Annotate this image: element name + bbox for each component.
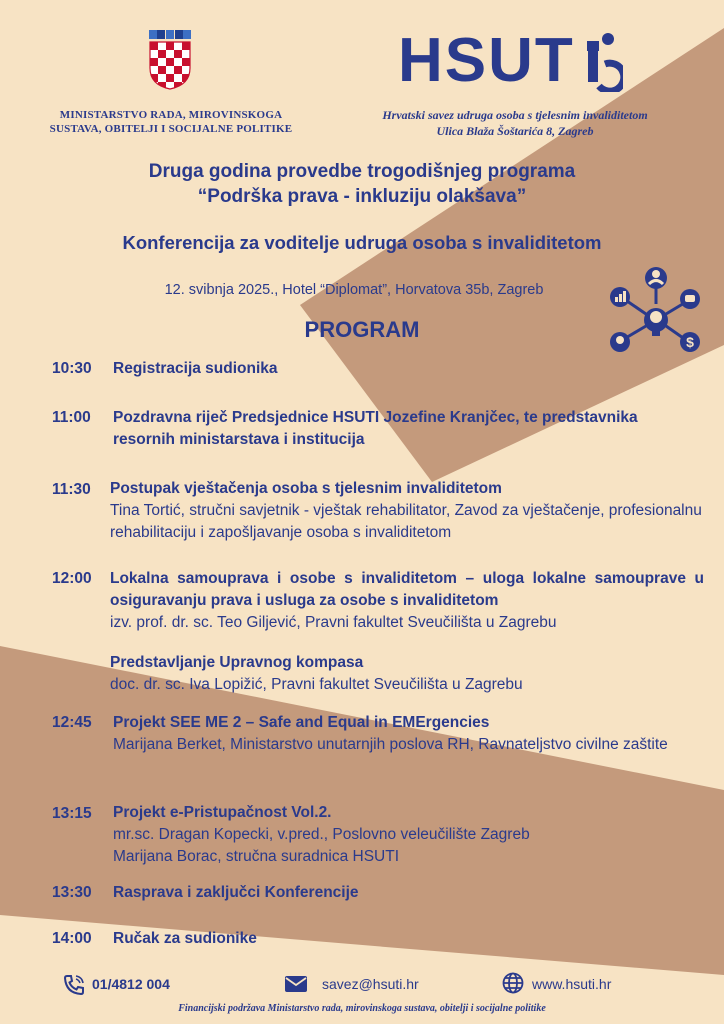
- footer-email[interactable]: savez@hsuti.hr: [322, 976, 419, 992]
- program-time: 12:00: [52, 570, 92, 587]
- conference-subtitle: Konferencija za voditelje udruga osoba s invaliditetom: [122, 232, 602, 253]
- program-item: Ručak za sudionike: [113, 930, 257, 947]
- organization-info: Hrvatski savez udruga osoba s tjelesnim invaliditetom Ulica Blaža Šoštarića 8, Zagreb: [382, 108, 648, 138]
- program-item: Registracija sudionika: [113, 360, 278, 377]
- ministry-name: MINISTARSTVO RADA, MIROVINSKOGA SUSTAVA, OBITELJI I SOCIJALNE POLITIKE: [49, 109, 293, 135]
- program-time: 13:30: [52, 884, 92, 901]
- program-item: Postupak vještačenja osoba s tjelesnim invaliditetom Tina Tortić, stručni savjetnik - vještak rehabilitator, Zavod za vještačenje, profesionalnu rehabilitaciju i zapošljavanje osoba s invaliditetom: [110, 480, 702, 541]
- hsuti-logo-figure-icon: [575, 30, 623, 92]
- program-item: Predstavljanje Upravnog kompasa doc. dr. sc. Iva Lopižić, Pravni fakultet Sveučilišta u Zagrebu: [110, 654, 523, 693]
- program-item: Projekt SEE ME 2 – Safe and Equal in EMErgencies Marijana Berket, Ministarstvo unutarnjih poslova RH, Ravnateljstvo civilne zaštite: [113, 714, 668, 753]
- svg-text:$: $: [686, 334, 694, 350]
- program-time: 10:30: [52, 360, 92, 377]
- program-time: 12:45: [52, 714, 92, 731]
- footer-website[interactable]: www.hsuti.hr: [532, 976, 612, 992]
- program-item: Projekt e-Pristupačnost Vol.2. mr.sc. Dragan Kopecki, v.pred., Poslovno veleučilište Zagreb Marijana Borac, stručna suradnica HSUTI: [113, 804, 530, 865]
- hsuti-logo: HSUT: [398, 30, 623, 92]
- program-time: 13:15: [52, 805, 92, 822]
- footer-phone[interactable]: 01/4812 004: [92, 976, 170, 992]
- program-item: Pozdravna riječ Predsjednice HSUTI Jozefine Kranjčec, te predstavnika resornih ministarstava i institucija: [113, 409, 638, 448]
- title-line-2: “Podrška prava - inkluziju olakšava”: [197, 186, 527, 207]
- program-time: 11:00: [52, 409, 91, 426]
- funding-note: Financijski podržava Ministarstvo rada, mirovinskoga sustava, obitelji i socijalne politike: [178, 1003, 546, 1014]
- globe-icon: [502, 972, 524, 994]
- phone-icon: [62, 973, 86, 997]
- program-time: 11:30: [52, 481, 91, 498]
- program-time: 14:00: [52, 930, 92, 947]
- event-info: 12. svibnja 2025., Hotel “Diplomat”, Horvatova 35b, Zagreb: [164, 282, 544, 298]
- croatian-coat-of-arms-icon: [147, 30, 193, 90]
- program-heading: PROGRAM: [304, 317, 420, 342]
- program-item: Rasprava i zaključci Konferencije: [113, 884, 359, 901]
- program-item: Lokalna samouprava i osobe s invaliditetom – uloga lokalne samouprave u osiguravanju prava i usluga za osobe s invaliditetom izv. prof. dr. sc. Teo Giljević, Pravni fakultet Sveučilišta u Zagrebu: [110, 570, 704, 631]
- network-people-icon: [606, 264, 706, 356]
- title-line-1: Druga godina provedbe trogodišnjeg programa: [148, 161, 576, 182]
- email-icon: [284, 975, 308, 993]
